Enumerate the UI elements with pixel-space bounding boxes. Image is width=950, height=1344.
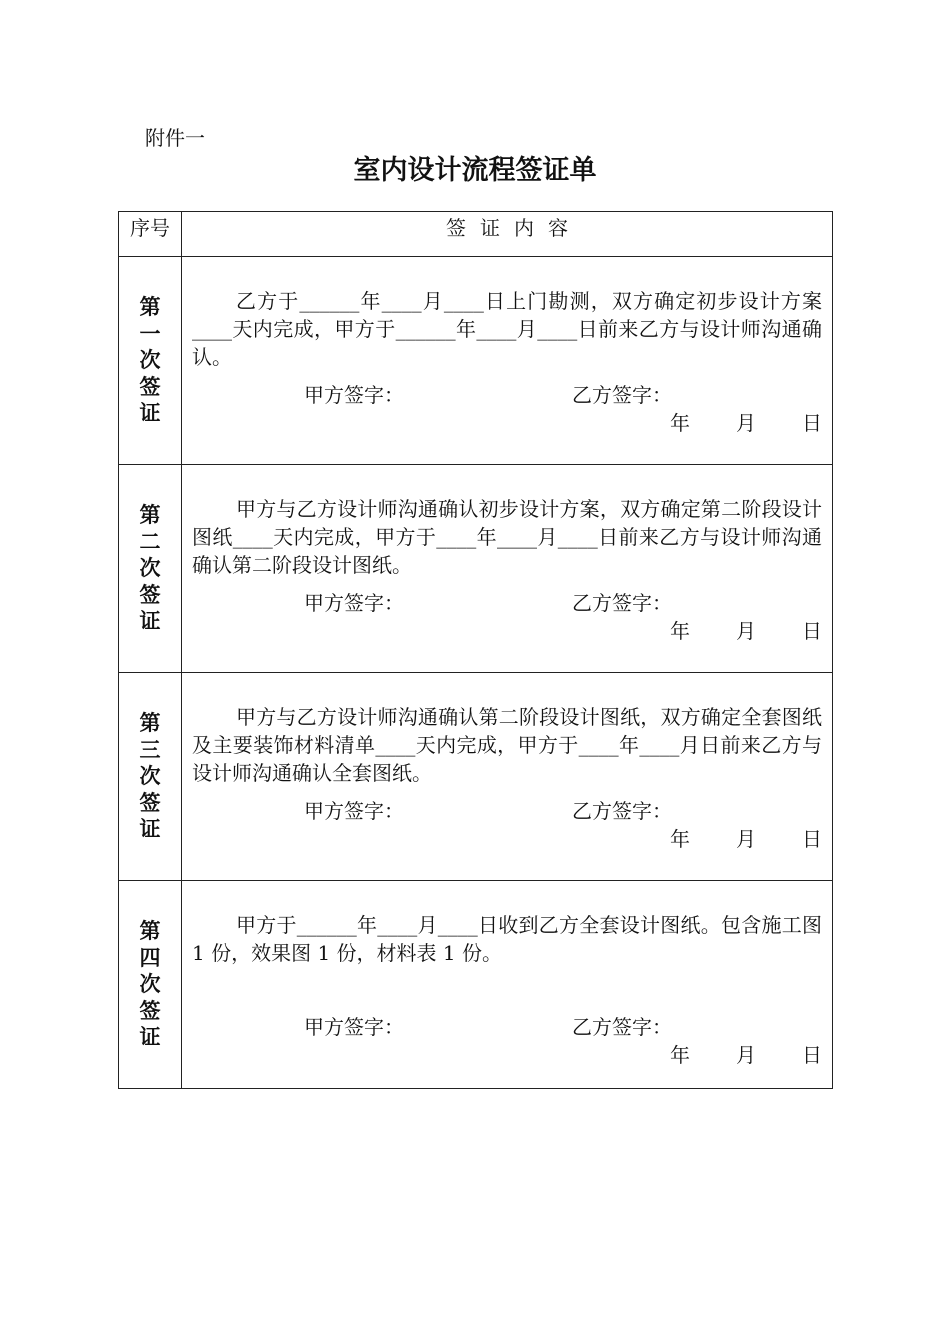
seq-cell: [119, 465, 182, 673]
party-a-signature: 甲方签字：: [304, 1015, 404, 1039]
date-day: 日: [802, 411, 822, 435]
table-row: [119, 673, 833, 881]
date-day: 日: [802, 619, 822, 643]
date-month: 月: [736, 1043, 756, 1067]
date-year: 年: [670, 1043, 690, 1067]
visa-text: 甲方与乙方设计师沟通确认第二阶段设计图纸，双方确定全套图纸及主要装饰材料清单____天内完成，甲方于____年____月日前来乙方与设计师沟通确认全套图纸。: [192, 705, 822, 785]
table-row: [119, 881, 833, 1089]
date-year: 年: [670, 619, 690, 643]
page-title: 室内设计流程签证单: [353, 155, 597, 186]
date-line: [670, 407, 822, 436]
content-cell: [182, 257, 833, 465]
party-a-signature: 甲方签字：: [304, 383, 404, 407]
party-b-signature: 乙方签字：: [572, 591, 672, 615]
date-day: 日: [802, 1043, 822, 1067]
table-row: [119, 257, 833, 465]
party-b-signature: 乙方签字：: [572, 799, 672, 823]
party-a-signature: 甲方签字：: [304, 591, 404, 615]
header-content: 签证内容: [182, 212, 833, 257]
attachment-label: 附件一: [145, 126, 205, 150]
party-a-signature: 甲方签字：: [304, 799, 404, 823]
party-b-signature: 乙方签字：: [572, 383, 672, 407]
date-month: 月: [736, 827, 756, 851]
date-year: 年: [670, 827, 690, 851]
table-header-row: [119, 212, 833, 257]
seq-label: 第三次签证: [139, 711, 161, 842]
seq-cell: [119, 673, 182, 881]
visa-text: 乙方于______年____月____日上门勘测，双方确定初步设计方案____天内完成，甲方于______年____月____日前来乙方与设计师沟通确认。: [192, 289, 822, 369]
date-month: 月: [736, 619, 756, 643]
content-cell: [182, 881, 833, 1089]
seq-label: 第一次签证: [139, 295, 161, 426]
date-line: [670, 615, 822, 644]
seq-cell: [119, 257, 182, 465]
visa-table: [118, 211, 833, 1089]
content-cell: [182, 465, 833, 673]
table-row: [119, 465, 833, 673]
seq-cell: [119, 881, 182, 1089]
visa-text: 甲方于______年____月____日收到乙方全套设计图纸。包含施工图 1 份，效果图 1 份，材料表 1 份。: [192, 913, 822, 965]
date-line: [670, 823, 822, 852]
seq-label: 第四次签证: [139, 919, 161, 1050]
date-day: 日: [802, 827, 822, 851]
seq-label: 第二次签证: [139, 503, 161, 634]
content-cell: [182, 673, 833, 881]
date-year: 年: [670, 411, 690, 435]
header-seq: 序号: [119, 212, 182, 257]
date-month: 月: [736, 411, 756, 435]
party-b-signature: 乙方签字：: [572, 1015, 672, 1039]
visa-text: 甲方与乙方设计师沟通确认初步设计方案，双方确定第二阶段设计图纸____天内完成，甲方于____年____月____日前来乙方与设计师沟通确认第二阶段设计图纸。: [192, 497, 822, 577]
date-line: [670, 1039, 822, 1068]
